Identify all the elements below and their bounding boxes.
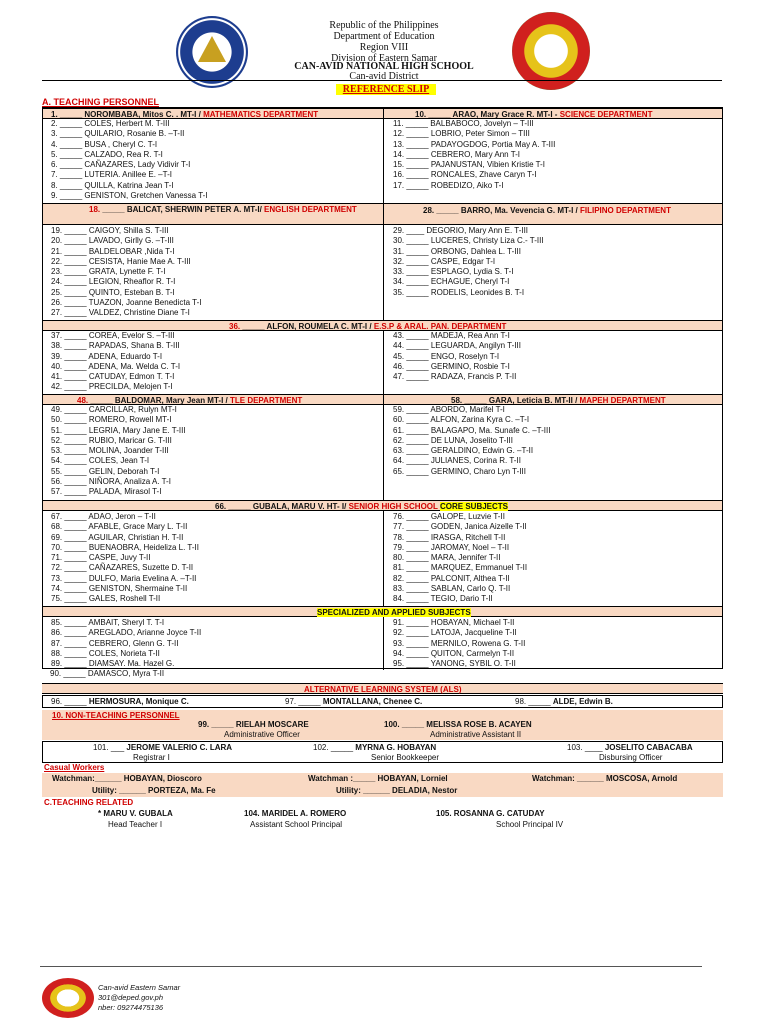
list-item: 9. _____ GENISTON, Gretchen Vanessa T-I bbox=[51, 191, 208, 201]
header-line-2: Department of Education bbox=[333, 31, 435, 42]
list-item: 49. _____ CARCILLAR, Rulyn MT-I bbox=[51, 405, 177, 414]
shs-core-list-right bbox=[393, 512, 527, 605]
header-line-4: Division of Eastern Samar bbox=[331, 53, 437, 64]
list-item: 29. ____ DEGORIO, Mary Ann E. T-III bbox=[393, 226, 529, 235]
list-item: 90. _____ DAMASCO, Myra T-II bbox=[50, 669, 165, 678]
list-item: 52. _____ RUBIO, Maricar G. T-III bbox=[51, 435, 172, 445]
casual-title: Casual Workers bbox=[44, 763, 105, 772]
list-item: 4. _____ BUSA , Cheryl C. T-I bbox=[51, 139, 158, 149]
als-header: ALTERNATIVE LEARNING SYSTEM (ALS) bbox=[42, 683, 723, 694]
principal-name: 105. ROSANNA G. CATUDAY bbox=[436, 809, 545, 818]
list-item: 14. _____ CEBRERO, Mary Ann T-I bbox=[393, 149, 521, 159]
list-item: 40. _____ ADENA, Ma. Welda C. T-I bbox=[51, 361, 181, 371]
list-item: 7. _____ LUTERIA. Anillee E. –T-I bbox=[51, 170, 172, 180]
list-item: 77. _____ GODEN, Janica Aizelle T-II bbox=[393, 522, 527, 532]
list-item: 65. _____ GERMINO, Charo Lyn T-III bbox=[393, 466, 526, 476]
list-item: 41. _____ CATUDAY, Edmon T. T-I bbox=[51, 372, 175, 382]
footer-address: Can-avid Eastern Samar bbox=[98, 983, 181, 992]
shs-core-header-row: 66. _____ GUBALA, MARU V. HT- I/ SENIOR HIGH SCHOOL CORE SUBJECTS bbox=[43, 500, 722, 511]
list-item: 13. _____ PADAYOGDOG, Portia May A. T-III bbox=[393, 139, 556, 149]
list-item: 17. _____ ROBEDIZO, Aiko T-I bbox=[393, 180, 504, 190]
list-item: 79. _____ JAROMAY, Noel – T-II bbox=[393, 542, 510, 552]
list-item: 12. _____ LOBRIO, Peter Simon – TIII bbox=[393, 129, 530, 139]
list-item: 67. _____ ADAO, Jeron – T-II bbox=[51, 512, 156, 521]
list-item: 53. _____ MOLINA, Joander T-III bbox=[51, 446, 169, 456]
list-item: 64. _____ JULIANES, Corina R. T-II bbox=[393, 456, 521, 466]
footer-school-seal bbox=[42, 978, 94, 1018]
list-item: 61. _____ BALAGAPO, Ma. Sunafe C. –T-III bbox=[393, 425, 551, 435]
list-item: 75. _____ GALES, Roshell T-II bbox=[51, 594, 161, 604]
school-name: CAN-AVID NATIONAL HIGH SCHOOL bbox=[294, 61, 474, 72]
asst-principal-name: 104. MARIDEL A. ROMERO bbox=[244, 809, 347, 818]
list-item: 92. _____ LATOJA, Jacqueline T-II bbox=[393, 628, 517, 638]
list-item: 86. _____ AREGLADO, Arianne Joyce T-II bbox=[51, 628, 202, 638]
list-item: 20. _____ LAVADO, Girlly G. –T-III bbox=[51, 236, 174, 246]
teaching-personnel-table bbox=[42, 107, 723, 669]
list-item: 42. _____ PRECILDA, Melojen T-I bbox=[51, 382, 173, 392]
teaching-related-title: C.TEACHING RELATED bbox=[44, 798, 134, 807]
list-item: 55. _____ GELIN, Deborah T-I bbox=[51, 466, 160, 476]
list-item: 62. _____ DE LUNA, Joselito T-III bbox=[393, 435, 513, 445]
list-item: 44. _____ LEGUARDA, Angilyn T-III bbox=[393, 341, 521, 351]
non-teaching-block: 10. NON-TEACHING PERSONNEL 99. _____ RIELAH MOSCARE Administrative Officer 100. _____ MELISSA ROSE B. ACAYEN Administrative Assistant II bbox=[42, 710, 723, 740]
header-line-3: Region VIII bbox=[359, 42, 409, 53]
list-item: 25. _____ QUINTO, Esteban B. T-I bbox=[51, 287, 175, 297]
list-item: 26. _____ TUAZON, Joanne Benedicta T-I bbox=[51, 298, 202, 308]
specialized-list-left-last bbox=[50, 669, 164, 679]
list-item: 76. _____ GALOPE, Luzvie T-II bbox=[393, 512, 505, 521]
list-item: 51. _____ LEGRIA, Mary Jane E. T-III bbox=[51, 425, 186, 435]
list-item: 63. _____ GERALDINO, Edwin G. –T-II bbox=[393, 446, 534, 456]
list-item: 35. _____ RODELIS, Leonides B. T-I bbox=[393, 287, 525, 297]
list-item: 37. _____ COREA, Evelor S. –T-III bbox=[51, 331, 175, 340]
esp-list-left bbox=[51, 331, 180, 393]
als-row: 96. _____ HERMOSURA, Monique C. 97. _____ MONTALLANA, Chenee C. 98. _____ ALDE, Edwin B. bbox=[42, 695, 723, 708]
list-item: 59. _____ ABORDO, Marifel T-I bbox=[393, 405, 505, 414]
specialized-list-left bbox=[51, 618, 201, 669]
list-item: 3. _____ QUILARIO, Rosanie B. –T-II bbox=[51, 129, 185, 139]
list-item: 34. _____ ECHAGUE, Cheryl T-I bbox=[393, 277, 510, 287]
letterhead bbox=[0, 0, 768, 80]
list-item: 71. _____ CASPE, Juvy T-II bbox=[51, 553, 151, 563]
list-item: 46. _____ GERMINO, Rosbie T-I bbox=[393, 361, 510, 371]
list-item: 81. _____ MARQUEZ, Emmanuel T-II bbox=[393, 563, 528, 573]
list-item: 30. _____ LUCERES, Christy Liza C.- T-III bbox=[393, 236, 544, 246]
list-item: 54. _____ COLES, Jean T-I bbox=[51, 456, 150, 466]
list-item: 21. _____ BALDELOBAR ,Nida T-I bbox=[51, 246, 175, 256]
list-item: 16. _____ RONCALES, Zhave Caryn T-I bbox=[393, 170, 537, 180]
casual-block: Watchman:______ HOBAYAN, Dioscoro Watchman :_____ HOBAYAN, Lorniel Watchman: ______ MOSCOSA, Arnold Utility: ______ PORTEZA, Ma. Fe Utility: ______ DELADIA, Nestor bbox=[42, 773, 723, 797]
list-item: 89. _____ DIAMSAY. Ma. Hazel G. bbox=[51, 659, 175, 669]
list-item: 69. _____ AGUILAR, Christian H. T-II bbox=[51, 532, 184, 542]
tle-mapeh-header-row: 48. _____ BALDOMAR, Mary Jean MT-I / TLE DEPARTMENT 58. _____ GARA, Leticia B. MT-II / MAPEH DEPARTMENT bbox=[43, 394, 722, 405]
list-item: 43. _____ MADEJA, Rea Ann T-I bbox=[393, 331, 510, 340]
list-item: 45. _____ ENGO, Roselyn T-I bbox=[393, 351, 500, 361]
list-item: 11. _____ BALBABOCO, Jovelyn – T-III bbox=[393, 119, 534, 128]
list-item: 78. _____ IRASGA, Ritchell T-II bbox=[393, 532, 506, 542]
esp-header-row: 36. _____ ALFON, ROUMELA C. MT-I / E.S.P & ARAL. PAN. DEPARTMENT bbox=[43, 320, 722, 331]
section-a-title: A. TEACHING PERSONNEL bbox=[42, 97, 160, 107]
english-filipino-header-row: 18. _____ BALICAT, SHERWIN PETER A. MT-I/ ENGLISH DEPARTMENT 28. _____ BARRO, Ma. Vevencia G. MT-I / FILIPINO DEPARTMENT bbox=[43, 203, 722, 225]
list-item: 94. _____ QUITON, Carmelyn T-II bbox=[393, 648, 515, 658]
filipino-list bbox=[393, 226, 544, 298]
list-item: 73. _____ DULFO, Maria Evelina A. –T-II bbox=[51, 573, 197, 583]
footer-email: 301@deped.gov.ph bbox=[98, 993, 164, 1002]
list-item: 56. _____ NIÑORA, Analiza A. T-I bbox=[51, 477, 171, 487]
english-list bbox=[51, 226, 201, 319]
list-item: 80. _____ MARA, Jennifer T-II bbox=[393, 553, 501, 563]
header-line-1: Republic of the Philippines bbox=[329, 20, 439, 31]
mapeh-list bbox=[393, 405, 550, 477]
list-item: 2. _____ COLES, Herbert M. T-III bbox=[51, 119, 170, 128]
science-list bbox=[393, 119, 555, 191]
principal-role: School Principal IV bbox=[496, 820, 564, 829]
document-title: REFERENCE SLIP bbox=[336, 84, 436, 95]
list-item: 74. _____ GENISTON, Shermaine T-II bbox=[51, 584, 188, 594]
footer-rule bbox=[40, 966, 702, 967]
asst-principal-role: Assistant School Principal bbox=[250, 820, 343, 829]
list-item: 19. _____ CAIGOY, Shilla S. T-III bbox=[51, 226, 169, 235]
list-item: 82. _____ PALCONIT, Althea T-II bbox=[393, 573, 510, 583]
list-item: 38. _____ RAPADAS, Shana B. T-III bbox=[51, 341, 180, 351]
list-item: 39. _____ ADENA, Eduardo T-I bbox=[51, 351, 163, 361]
list-item: 50. _____ ROMERO, Rowell MT-I bbox=[51, 415, 172, 425]
list-item: 57. _____ PALADA, Mirasol T-I bbox=[51, 487, 162, 497]
list-item: 32. _____ CASPE, Edgar T-I bbox=[393, 256, 496, 266]
list-item: 23. _____ GRATA, Lynette F. T-I bbox=[51, 267, 166, 277]
list-item: 84. _____ TEGIO, Dario T-II bbox=[393, 594, 493, 604]
list-item: 24. _____ LEGION, Rheaflor R. T-I bbox=[51, 277, 176, 287]
head-teacher-role: Head Teacher I bbox=[108, 820, 163, 829]
list-item: 47. _____ RADAZA, Francis P. T-II bbox=[393, 372, 517, 382]
head-teacher-name: * MARU V. GUBALA bbox=[98, 809, 173, 818]
list-item: 6. _____ CAÑAZARES, Lady Vidivir T-I bbox=[51, 160, 191, 170]
shs-core-list-left bbox=[51, 512, 199, 605]
list-item: 8. _____ QUILLA, Katrina Jean T-I bbox=[51, 180, 174, 190]
list-item: 93. _____ MERNILO, Rowena G. T-II bbox=[393, 638, 526, 648]
list-item: 60. _____ ALFON, Zarina Kyra C. –T-I bbox=[393, 415, 530, 425]
list-item: 68. _____ AFABLE, Grace Mary L. T-II bbox=[51, 522, 188, 532]
list-item: 95. _____ YANONG, SYBIL O. T-II bbox=[393, 659, 516, 669]
list-item: 91. _____ HOBAYAN, Michael T-II bbox=[393, 618, 515, 627]
district-name: Can-avid District bbox=[349, 71, 419, 82]
list-item: 27. _____ VALDEZ, Christine Diane T-I bbox=[51, 308, 190, 318]
list-item: 31. _____ ORBONG, Dahlea L. T-III bbox=[393, 246, 521, 256]
math-science-header-row: 1. _____ NOROMBABA, Mitos C. . MT-I / MATHEMATICS DEPARTMENT 10. _____ ARAO, Mary Grace R. MT-I - SCIENCE DEPARTMENT bbox=[43, 108, 722, 119]
non-teaching-row-2: 101. ___ JEROME VALERIO C. LARA Registrar I 102. _____ MYRNA G. HOBAYAN Senior Bookkeeper 103. ____ JOSELITO CABACABA Disbursing Officer bbox=[42, 741, 723, 763]
list-item: 5. _____ CALZADO, Rea R. T-I bbox=[51, 149, 163, 159]
list-item: 83. _____ SABLAN, Carlo Q. T-II bbox=[393, 584, 511, 594]
specialized-header-row: SPECIALIZED AND APPLIED SUBJECTS bbox=[43, 606, 722, 617]
tle-list bbox=[51, 405, 186, 498]
esp-list-right bbox=[393, 331, 521, 382]
math-list bbox=[51, 119, 208, 201]
specialized-list-right bbox=[393, 618, 525, 669]
list-item: 70. _____ BUENAOBRA, Heideliza L. T-II bbox=[51, 542, 199, 552]
footer-phone: nber: 09274475136 bbox=[98, 1003, 164, 1012]
list-item: 85. _____ AMBAIT, Sheryl T. T-I bbox=[51, 618, 165, 627]
list-item: 33. _____ ESPLAGO, Lydia S. T-I bbox=[393, 267, 514, 277]
list-item: 22. _____ CESISTA, Hanie Mae A. T-III bbox=[51, 256, 191, 266]
list-item: 72. _____ CAÑAZARES, Suzette D. T-II bbox=[51, 563, 194, 573]
list-item: 87. _____ CEBRERO, Glenn G. T-II bbox=[51, 638, 179, 648]
header-rule bbox=[42, 80, 722, 81]
list-item: 15. _____ PAJANUSTAN, Vibien Kristie T-I bbox=[393, 160, 545, 170]
list-item: 88. _____ COLES, Norieta T-II bbox=[51, 648, 160, 658]
